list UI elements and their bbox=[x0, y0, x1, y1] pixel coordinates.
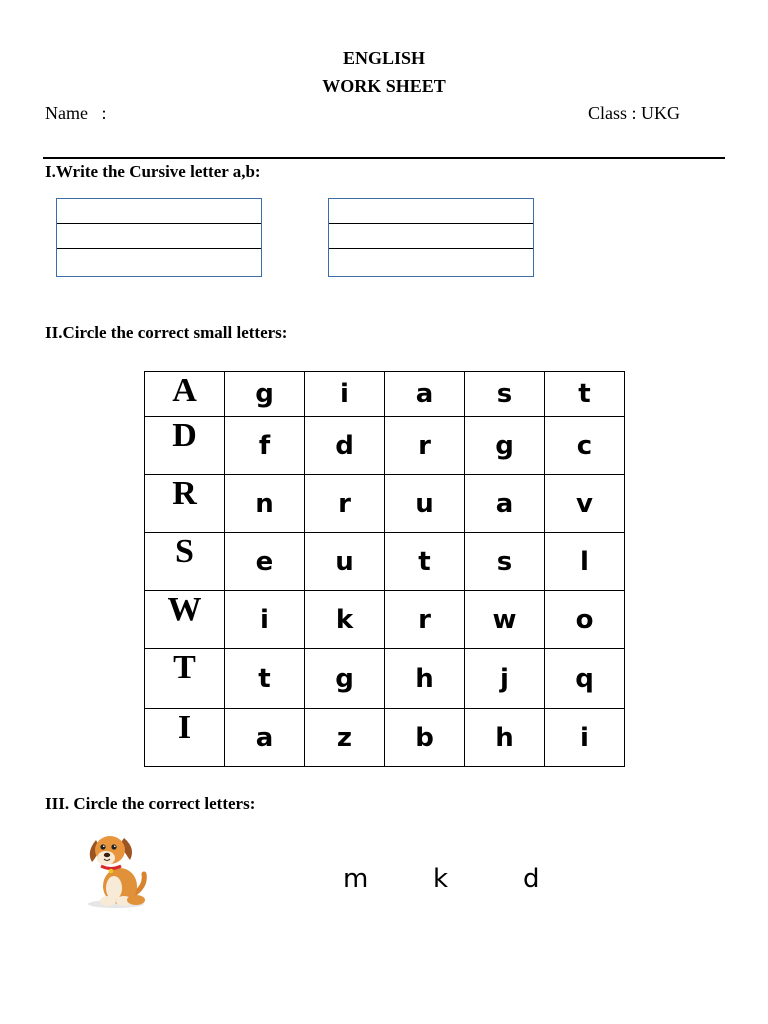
grid-row bbox=[145, 475, 625, 533]
grid-row bbox=[145, 709, 625, 767]
cursive-a-writing-box[interactable] bbox=[56, 198, 262, 277]
name-label: Name : bbox=[45, 103, 107, 123]
letter-option[interactable]: s bbox=[465, 372, 545, 417]
letter-option[interactable]: k bbox=[305, 591, 385, 649]
worksheet-subject: ENGLISH bbox=[342, 48, 426, 68]
capital-letter: A bbox=[145, 372, 225, 417]
letter-option[interactable]: i bbox=[305, 372, 385, 417]
writing-line bbox=[329, 223, 533, 224]
letter-option[interactable]: u bbox=[385, 475, 465, 533]
letter-option[interactable]: a bbox=[465, 475, 545, 533]
letter-option[interactable]: t bbox=[385, 533, 465, 591]
capital-letter: S bbox=[145, 533, 225, 591]
writing-line bbox=[57, 223, 261, 224]
letter-option[interactable]: d bbox=[523, 864, 540, 894]
capital-letter: I bbox=[145, 709, 225, 767]
letter-option[interactable]: g bbox=[305, 649, 385, 709]
writing-line bbox=[57, 248, 261, 249]
letter-option[interactable]: w bbox=[465, 591, 545, 649]
letter-option[interactable]: r bbox=[385, 591, 465, 649]
section-3-heading: III. Circle the correct letters: bbox=[45, 794, 256, 813]
section-2-heading: II.Circle the correct small letters: bbox=[45, 323, 288, 342]
grid-row bbox=[145, 533, 625, 591]
class-label: Class : UKG bbox=[588, 103, 681, 123]
letter-option[interactable]: g bbox=[465, 417, 545, 475]
letter-option[interactable]: l bbox=[545, 533, 625, 591]
letter-option[interactable]: k bbox=[433, 864, 449, 894]
letter-option[interactable]: z bbox=[305, 709, 385, 767]
grid-row bbox=[145, 417, 625, 475]
capital-letter: D bbox=[145, 417, 225, 475]
letter-option[interactable]: j bbox=[465, 649, 545, 709]
worksheet-title: WORK SHEET bbox=[322, 76, 446, 96]
capital-letter: R bbox=[145, 475, 225, 533]
letter-option[interactable]: i bbox=[545, 709, 625, 767]
letter-option[interactable]: a bbox=[225, 709, 305, 767]
letter-option[interactable]: t bbox=[545, 372, 625, 417]
letter-option[interactable]: g bbox=[225, 372, 305, 417]
capital-letter: T bbox=[145, 649, 225, 709]
letter-option[interactable]: b bbox=[385, 709, 465, 767]
section-1-heading: I.Write the Cursive letter a,b: bbox=[45, 162, 261, 181]
letter-option[interactable]: i bbox=[225, 591, 305, 649]
grid-row bbox=[145, 591, 625, 649]
letter-option[interactable]: c bbox=[545, 417, 625, 475]
capital-letter: W bbox=[145, 591, 225, 649]
letter-option[interactable]: s bbox=[465, 533, 545, 591]
letter-option[interactable]: q bbox=[545, 649, 625, 709]
letter-option[interactable]: m bbox=[343, 864, 369, 894]
puppy-icon bbox=[84, 828, 154, 910]
letter-option[interactable]: a bbox=[385, 372, 465, 417]
grid-row bbox=[145, 649, 625, 709]
letter-option[interactable]: e bbox=[225, 533, 305, 591]
letter-option[interactable]: r bbox=[305, 475, 385, 533]
letter-option[interactable]: n bbox=[225, 475, 305, 533]
letter-option[interactable]: d bbox=[305, 417, 385, 475]
letter-option[interactable]: o bbox=[545, 591, 625, 649]
header-divider bbox=[43, 157, 725, 159]
cursive-b-writing-box[interactable] bbox=[328, 198, 534, 277]
writing-line bbox=[329, 248, 533, 249]
letter-grid bbox=[144, 371, 625, 767]
letter-option[interactable]: u bbox=[305, 533, 385, 591]
letter-option[interactable]: r bbox=[385, 417, 465, 475]
grid-row bbox=[145, 372, 625, 417]
letter-option[interactable]: v bbox=[545, 475, 625, 533]
letter-option[interactable]: h bbox=[465, 709, 545, 767]
letter-option[interactable]: h bbox=[385, 649, 465, 709]
letter-option[interactable]: t bbox=[225, 649, 305, 709]
letter-option[interactable]: f bbox=[225, 417, 305, 475]
